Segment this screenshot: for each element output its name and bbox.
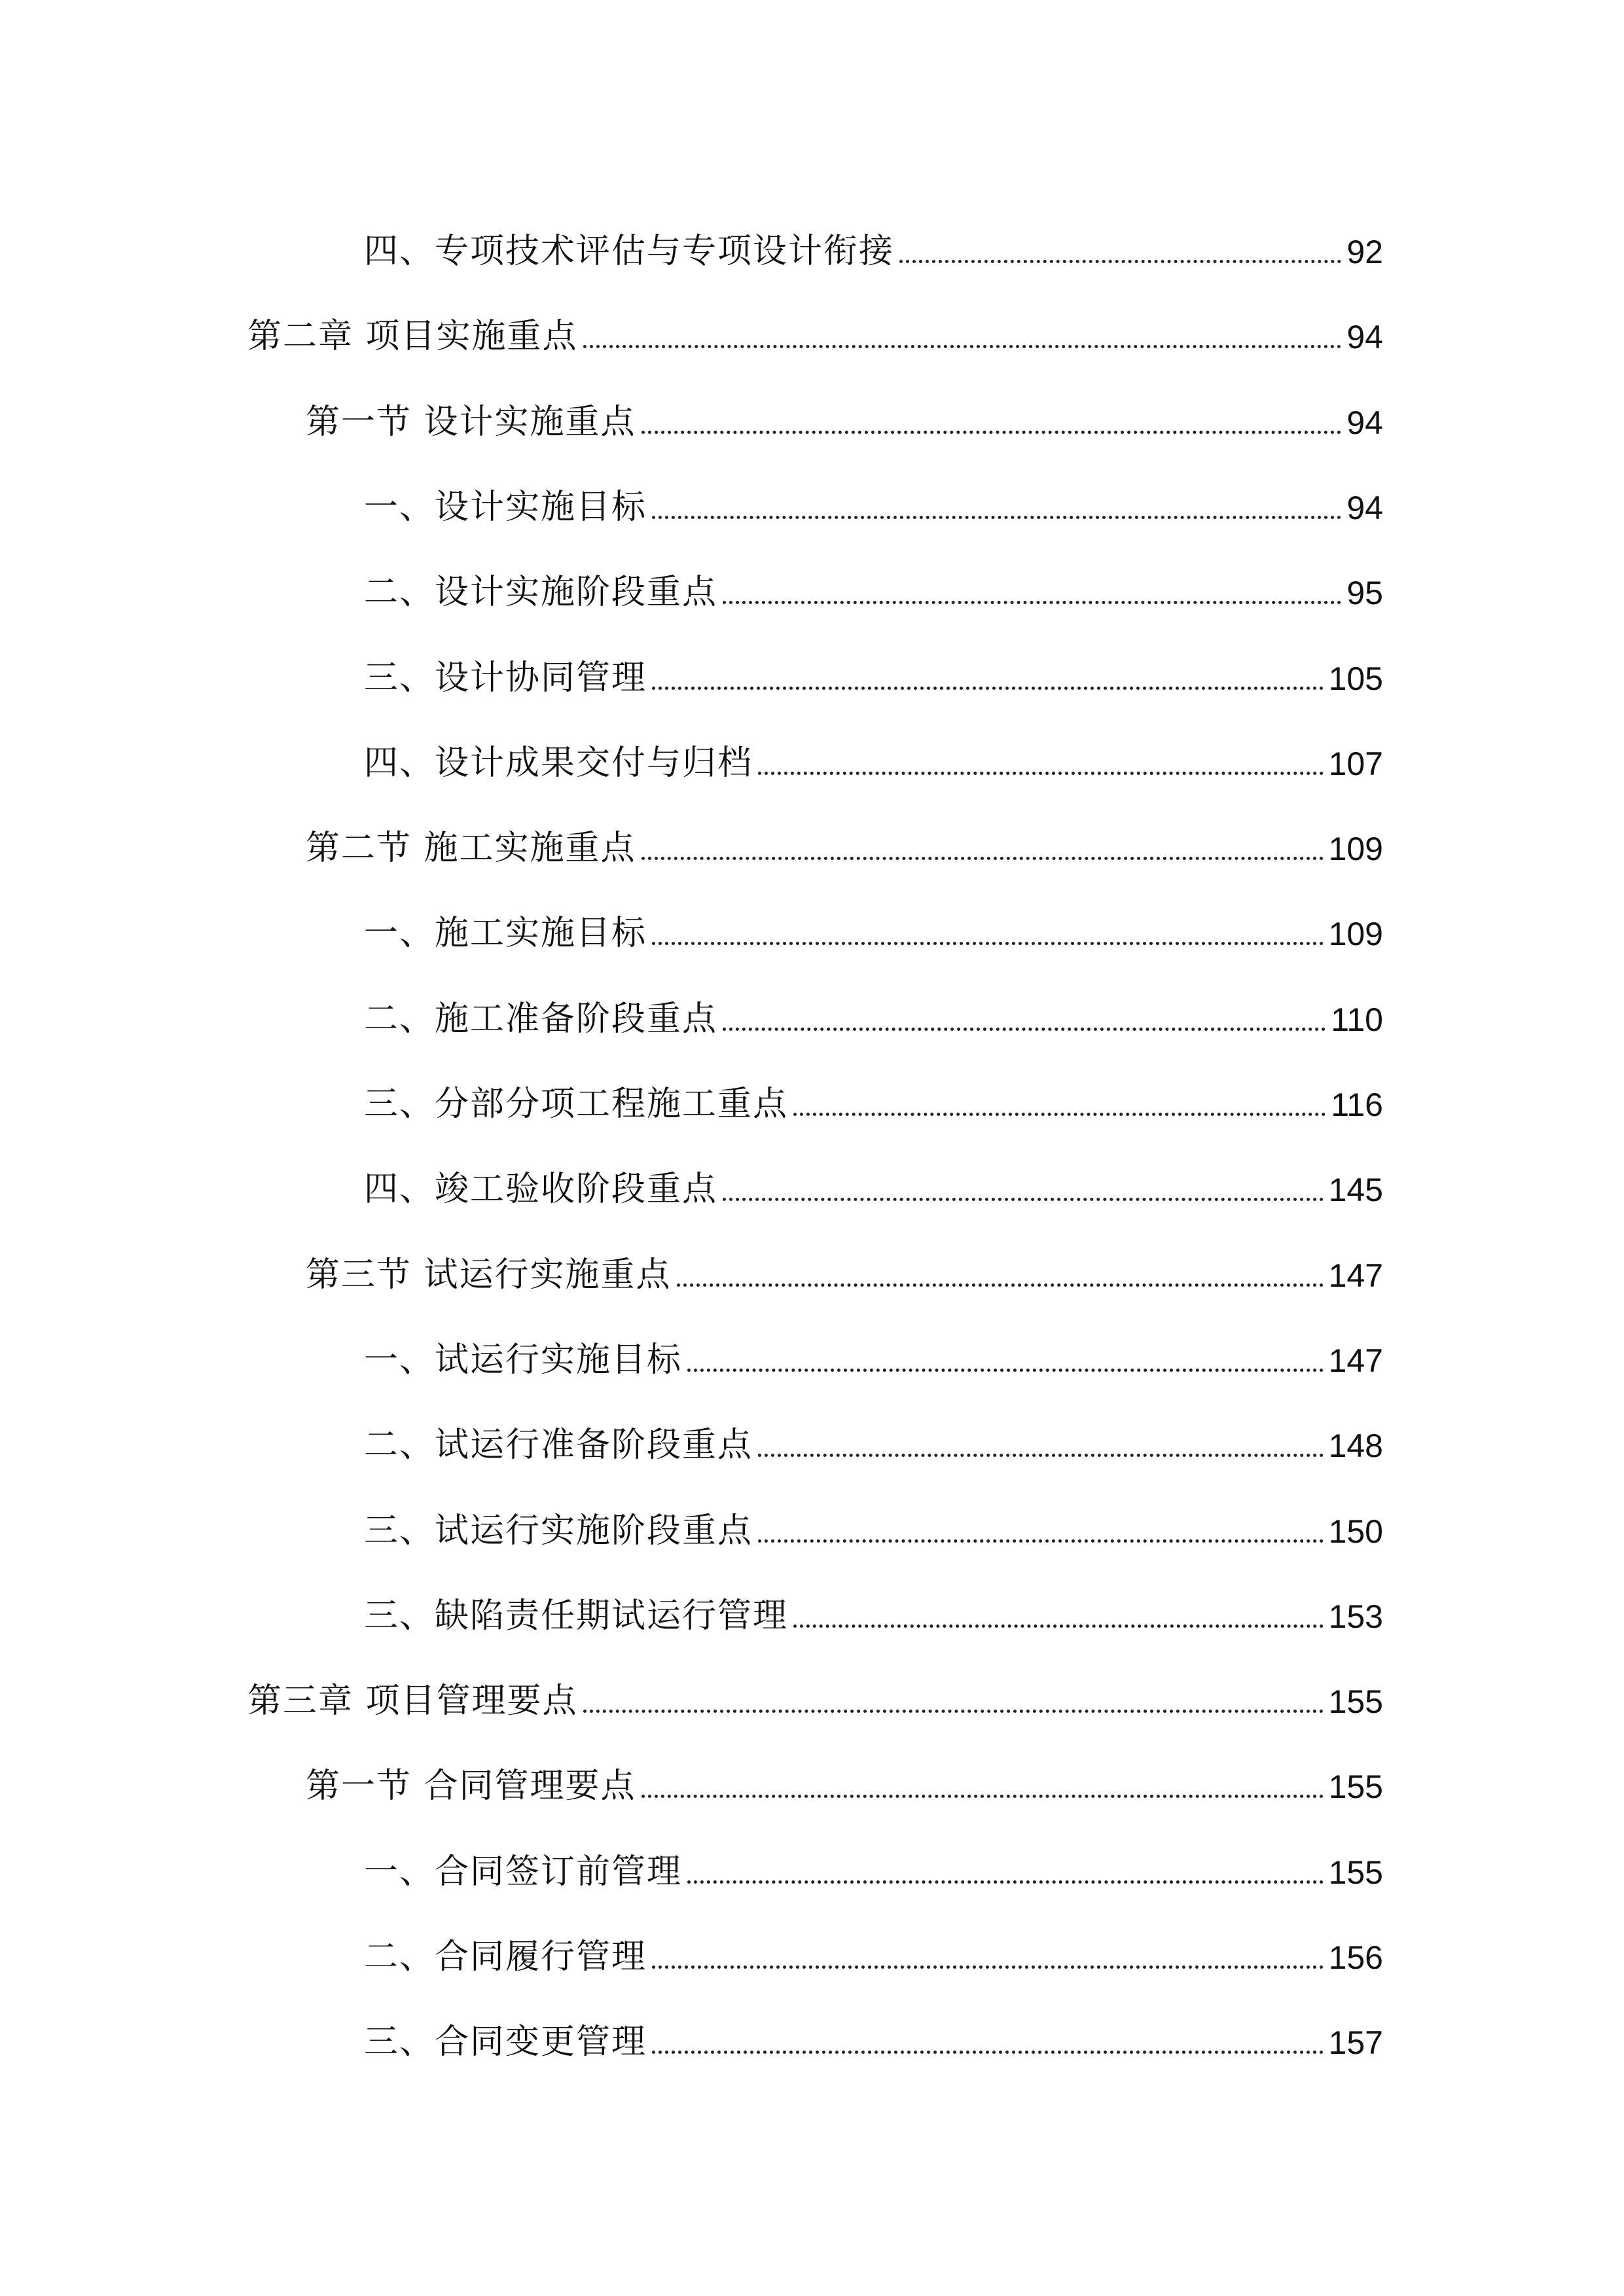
- toc-entry-label: 三、缺陷责任期试运行管理: [364, 1596, 789, 1636]
- toc-entry-content: [364, 2022, 1383, 2062]
- toc-entry-label: 第三节 试运行实施重点: [306, 1255, 672, 1295]
- toc-entry[interactable]: [0, 387, 1624, 442]
- toc-dot-leader: [793, 1113, 1326, 1116]
- toc-dot-leader: [641, 1795, 1324, 1798]
- toc-page-number: 147: [1328, 1342, 1383, 1379]
- toc-entry-content: [364, 914, 1383, 954]
- toc-entry-content: [364, 1340, 1383, 1380]
- toc-entry[interactable]: [0, 984, 1624, 1039]
- toc-entry[interactable]: [0, 1581, 1624, 1636]
- toc-entry-content: [247, 1681, 1383, 1721]
- toc-entry-label: 一、施工实施目标: [364, 914, 647, 954]
- toc-dot-leader: [899, 260, 1341, 263]
- toc-entry-content: [364, 658, 1383, 698]
- toc-entry[interactable]: [0, 1837, 1624, 1892]
- toc-entry-label: 三、分部分项工程施工重点: [364, 1085, 789, 1124]
- toc-entry-label: 四、设计成果交付与归档: [364, 743, 753, 783]
- toc-dot-leader: [758, 772, 1324, 775]
- toc-dot-leader: [641, 857, 1324, 860]
- toc-page-number: 155: [1328, 1854, 1383, 1891]
- toc-entry[interactable]: [0, 898, 1624, 954]
- toc-page-number: 94: [1346, 319, 1383, 356]
- toc-dot-leader: [758, 1454, 1324, 1457]
- toc-page-number: 145: [1328, 1172, 1383, 1209]
- toc-page-number: 107: [1328, 745, 1383, 782]
- toc-dot-leader: [652, 2051, 1324, 2054]
- toc-entry-content: [364, 999, 1383, 1039]
- toc-dot-leader: [793, 1624, 1324, 1628]
- toc-entry-label: 第二章 项目实施重点: [247, 317, 578, 357]
- toc-entry[interactable]: [0, 1410, 1624, 1465]
- toc-entry-content: [364, 1596, 1383, 1636]
- toc-dot-leader: [687, 1880, 1324, 1884]
- toc-entry-content: [364, 1937, 1383, 1977]
- toc-page-number: 110: [1331, 1001, 1383, 1038]
- toc-entry[interactable]: [0, 216, 1624, 271]
- toc-page-number: 109: [1328, 831, 1383, 868]
- toc-entry-content: [306, 1255, 1383, 1295]
- toc-page-number: 150: [1328, 1513, 1383, 1550]
- toc-page-number: 94: [1346, 404, 1383, 441]
- toc-dot-leader: [652, 687, 1324, 690]
- toc-dot-leader: [723, 1198, 1324, 1201]
- toc-entry[interactable]: [0, 2007, 1624, 2062]
- toc-entry[interactable]: [0, 557, 1624, 613]
- toc-entry[interactable]: [0, 1069, 1624, 1124]
- toc-dot-leader: [583, 1710, 1324, 1713]
- toc-entry-label: 四、专项技术评估与专项设计衔接: [364, 232, 895, 271]
- toc-entry-content: [364, 1170, 1383, 1210]
- toc-page-number: 156: [1328, 1939, 1383, 1976]
- toc-entry[interactable]: [0, 472, 1624, 527]
- toc-entry-label: 四、竣工验收阶段重点: [364, 1170, 718, 1210]
- toc-entry-content: [364, 743, 1383, 783]
- toc-entry[interactable]: [0, 1751, 1624, 1806]
- toc-dot-leader: [641, 431, 1342, 434]
- toc-entry-content: [247, 317, 1383, 357]
- toc-page-number: 95: [1346, 575, 1383, 612]
- toc-page-number: 147: [1328, 1257, 1383, 1294]
- toc-entry[interactable]: [0, 1922, 1624, 1977]
- toc-entry-label: 第二节 施工实施重点: [306, 829, 636, 869]
- toc-entry[interactable]: [0, 1496, 1624, 1551]
- toc-dot-leader: [652, 942, 1324, 945]
- toc-dot-leader: [677, 1283, 1324, 1287]
- toc-dot-leader: [583, 345, 1342, 348]
- toc-entry[interactable]: [0, 643, 1624, 698]
- toc-dot-leader: [652, 516, 1341, 519]
- toc-page-number: 105: [1328, 660, 1383, 697]
- toc-page-number: 92: [1346, 234, 1383, 270]
- toc-page-number: 153: [1328, 1598, 1383, 1635]
- toc-entry-label: 一、试运行实施目标: [364, 1340, 683, 1380]
- toc-entry-content: [364, 573, 1383, 613]
- toc-entry-content: [306, 829, 1383, 869]
- toc-entry-label: 一、合同签订前管理: [364, 1852, 683, 1892]
- toc-entry-content: [306, 402, 1383, 442]
- toc-entry[interactable]: [0, 1666, 1624, 1721]
- toc-page-number: 157: [1328, 2024, 1383, 2062]
- toc-entry[interactable]: [0, 1240, 1624, 1295]
- toc-entry[interactable]: [0, 813, 1624, 869]
- toc-page-number: 155: [1328, 1683, 1383, 1721]
- toc-entry-label: 二、设计实施阶段重点: [364, 573, 718, 613]
- toc-entry-content: [364, 1852, 1383, 1892]
- toc-entry-content: [364, 1085, 1383, 1124]
- toc-entry-content: [306, 1767, 1383, 1806]
- toc-entry[interactable]: [0, 728, 1624, 783]
- toc-entry-label: 二、施工准备阶段重点: [364, 999, 718, 1039]
- toc-dot-leader: [758, 1539, 1324, 1543]
- toc-page-number: 155: [1328, 1768, 1383, 1806]
- toc-entry-label: 第一节 设计实施重点: [306, 402, 636, 442]
- toc-entry-content: [364, 1426, 1383, 1465]
- toc-dot-leader: [723, 1028, 1326, 1031]
- toc-entry[interactable]: [0, 1154, 1624, 1210]
- toc-dot-leader: [723, 601, 1341, 604]
- toc-entry-label: 三、试运行实施阶段重点: [364, 1511, 753, 1551]
- toc-entry-label: 一、设计实施目标: [364, 487, 647, 527]
- toc-page-number: 116: [1331, 1086, 1383, 1123]
- toc-page-number: 109: [1328, 916, 1383, 953]
- toc-entry-label: 三、设计协同管理: [364, 658, 647, 698]
- toc-entry-label: 二、合同履行管理: [364, 1937, 647, 1977]
- toc-entry-content: [364, 1511, 1383, 1551]
- toc-page-number: 94: [1346, 489, 1383, 526]
- toc-page-number: 148: [1328, 1427, 1383, 1465]
- toc-entry-content: [364, 487, 1383, 527]
- toc-entry-label: 第一节 合同管理要点: [306, 1767, 636, 1806]
- toc-entry-content: [364, 232, 1383, 271]
- toc-dot-leader: [652, 1965, 1324, 1969]
- toc-entry[interactable]: [0, 1325, 1624, 1380]
- toc-entry-label: 第三章 项目管理要点: [247, 1681, 578, 1721]
- toc-dot-leader: [687, 1369, 1324, 1372]
- toc-entry-label: 三、合同变更管理: [364, 2022, 647, 2062]
- toc-entry-label: 二、试运行准备阶段重点: [364, 1426, 753, 1465]
- toc-entry[interactable]: [0, 301, 1624, 357]
